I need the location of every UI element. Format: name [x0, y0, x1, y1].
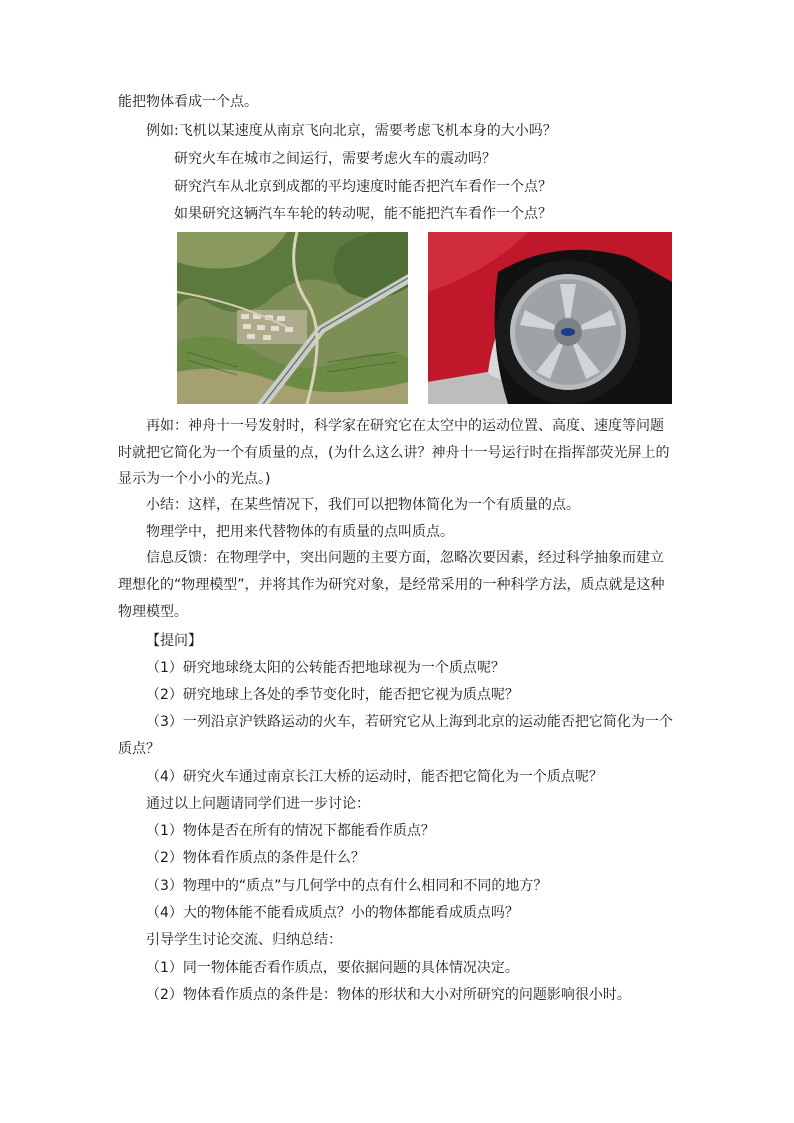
text-line: 能把物体看成一个点。: [118, 94, 258, 110]
conclusion-item: （2）物体看作质点的条件是：物体的形状和大小对所研究的问题影响很小时。: [146, 987, 631, 1003]
text-line: 显示为一个小小的光点。): [118, 471, 271, 487]
text-line: 质点？: [118, 741, 160, 757]
text-line: 时就把它简化为一个有质量的点，(为什么这么讲？神舟十一号运行时在指挥部荧光屏上的: [118, 445, 670, 461]
text-line: 通过以上问题请同学们进一步讨论：: [146, 796, 370, 812]
red-car-wheel-photo: [428, 232, 672, 404]
example-intro: 例如:飞机以某速度从南京飞向北京，需要考虑飞机本身的大小吗？: [146, 123, 557, 139]
question-item: （1）研究地球绕太阳的公转能否把地球视为一个质点呢？: [146, 660, 505, 676]
section-heading: 【提问】: [146, 633, 202, 649]
question-item: （4）研究火车通过南京长江大桥的运动时，能否把它简化为一个质点呢？: [146, 769, 603, 785]
example-question: 研究火车在城市之间运行，需要考虑火车的震动吗？: [174, 151, 496, 167]
conclusion-item: （1）同一物体能否看作质点，要依据问题的具体情况决定。: [146, 960, 519, 976]
summary-line: 小结：这样，在某些情况下，我们可以把物体简化为一个有质量的点。: [146, 497, 580, 513]
text-line: 信息反馈：在物理学中，突出问题的主要方面，忽略次要因素，经过科学抽象而建立: [146, 550, 664, 566]
example-question: 如果研究这辆汽车车轮的转动呢，能不能把汽车看作一个点？: [174, 206, 552, 222]
text-line: 引导学生讨论交流、归纳总结：: [146, 932, 342, 948]
discussion-item: （1）物体是否在所有的情况下都能看作质点？: [146, 823, 435, 839]
question-item: （3）一列沿京沪铁路运动的火车，若研究它从上海到北京的运动能否把它简化为一个: [146, 714, 673, 730]
aerial-valley-highway-photo: [177, 232, 408, 404]
text-line: 理想化的“物理模型”，并将其作为研究对象，是经常采用的一种科学方法，质点就是这种: [118, 577, 665, 593]
discussion-item: （4）大的物体能不能看成质点？小的物体都能看成质点吗？: [146, 905, 519, 921]
text-line: 再如：神舟十一号发射时，科学家在研究它在太空中的运动位置、高度、速度等问题: [146, 418, 664, 434]
text-line: 物理模型。: [118, 604, 188, 620]
discussion-item: （3）物理中的“质点”与几何学中的点有什么相同和不同的地方？: [146, 878, 548, 894]
definition-line: 物理学中，把用来代替物体的有质量的点叫质点。: [146, 524, 454, 540]
example-question: 研究汽车从北京到成都的平均速度时能否把汽车看作一个点？: [174, 179, 552, 195]
question-item: （2）研究地球上各处的季节变化时，能否把它视为质点呢？: [146, 687, 519, 703]
discussion-item: （2）物体看作质点的条件是什么？: [146, 850, 365, 866]
